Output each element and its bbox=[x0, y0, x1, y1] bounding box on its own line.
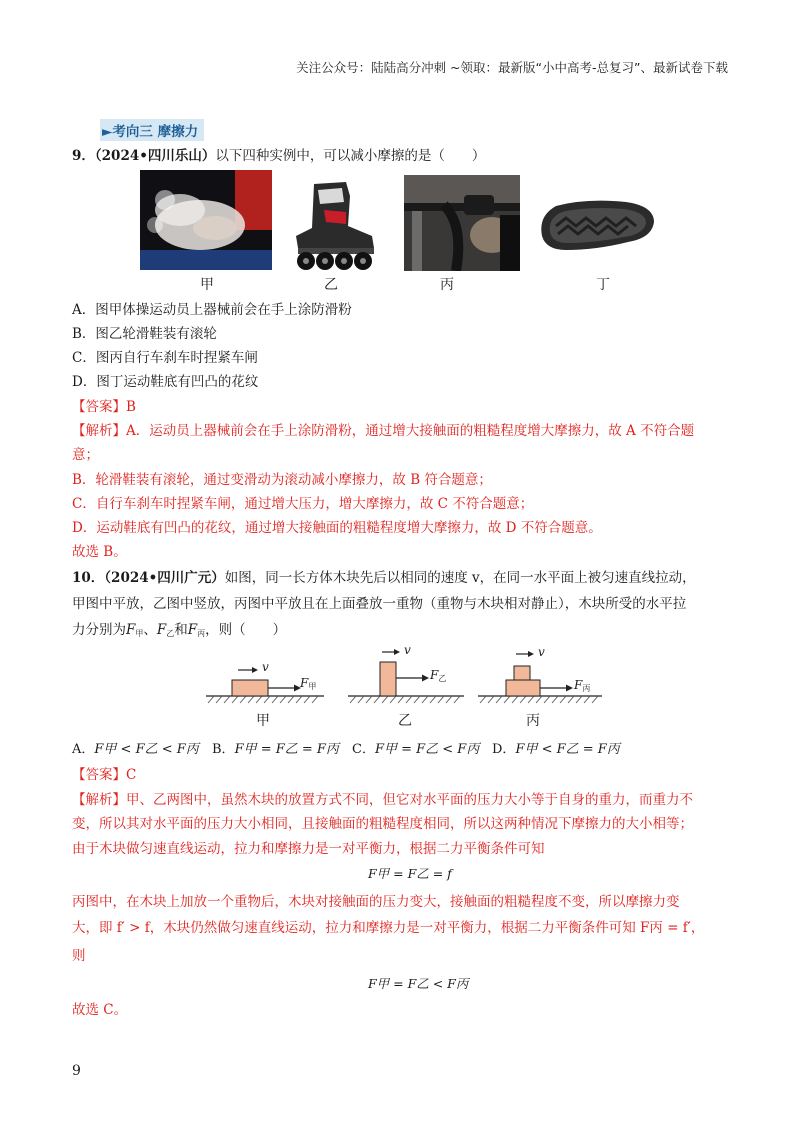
formula-1: F甲 = F乙 = f bbox=[368, 866, 452, 881]
question-source: （2024•四川广元） bbox=[104, 570, 225, 586]
question-text: 以下四种实例中，可以减小摩擦的是（ ） bbox=[215, 148, 486, 164]
option-d: D．图丁运动鞋底有凹凸的花纹 bbox=[72, 374, 259, 390]
page-number: 9 bbox=[72, 1063, 81, 1079]
question-source: （2024•四川乐山） bbox=[94, 148, 216, 164]
force-label-bing bbox=[574, 678, 590, 694]
force-symbol: F bbox=[430, 668, 439, 682]
question-text: 甲图中平放，乙图中竖放，丙图中平放且在上面叠放一重物（重物与木块相对静止），木块所受的水平拉 bbox=[72, 596, 687, 612]
force-label-jia bbox=[300, 676, 316, 692]
question-text: 如图，同一长方体木块先后以相同的速度 v，在同一水平面上被匀速直线拉动， bbox=[224, 570, 696, 586]
photo-inline-skate bbox=[284, 176, 382, 272]
force-subscript: 丙 bbox=[582, 684, 591, 693]
velocity-label: v bbox=[404, 643, 411, 657]
photo-chalk-hands bbox=[140, 170, 272, 270]
analysis-text: A．运动员上器械前会在手上涂防滑粉，通过增大接触面的粗糙程度增大摩擦力，故 A 不符合题 bbox=[126, 423, 695, 439]
ground bbox=[348, 696, 464, 703]
force-label-yi bbox=[430, 668, 446, 684]
analysis-line: 意； bbox=[72, 447, 99, 463]
option-expression: F甲 < F乙 < F丙 bbox=[94, 742, 199, 757]
force-symbol: F bbox=[574, 678, 583, 692]
analysis-line: 大，即 f′ > f，木块仍然做匀速直线运动，拉力和摩擦力是一对平衡力，根据二力平衡条件可知 F丙 = f′， bbox=[72, 920, 705, 936]
photo-bicycle-brake bbox=[404, 175, 520, 271]
analysis-text: 甲、乙两图中，虽然木块的放置方式不同，但它对水平面的压力大小等于自身的重力，而重力不 bbox=[126, 792, 693, 808]
analysis-line: 丙图中，在木块上加放一个重物后，木块对接触面的压力变大，接触面的粗糙程度不变，所以摩擦力变 bbox=[72, 894, 680, 910]
photo-caption-jia: 甲 bbox=[200, 277, 214, 293]
option-a: A．图甲体操运动员上器械前会在手上涂防滑粉 bbox=[72, 302, 352, 318]
option-expression: F甲 < F乙 = F丙 bbox=[515, 742, 620, 757]
wood-block bbox=[380, 662, 396, 696]
option-expression: F甲 = F乙 < F丙 bbox=[374, 742, 480, 757]
analysis-line bbox=[72, 421, 732, 441]
analysis-line: B．轮滑鞋装有滚轮，通过变滑动为滚动减小摩擦力，故 B 符合题意； bbox=[72, 472, 492, 488]
option-d bbox=[492, 738, 620, 757]
option-label: B． bbox=[212, 742, 235, 757]
analysis-line bbox=[72, 790, 732, 810]
analysis-line: D．运动鞋底有凹凸的花纹，通过增大接触面的粗糙程度增大摩擦力，故 D 不符合题意。 bbox=[72, 520, 602, 536]
velocity-label: v bbox=[538, 645, 545, 659]
answer: 【答案】C bbox=[72, 767, 137, 783]
photo-caption-ding: 丁 bbox=[596, 277, 610, 293]
option-c bbox=[352, 738, 479, 757]
chalk-hands-image bbox=[140, 170, 272, 270]
analysis-label: 【解析】 bbox=[72, 792, 126, 808]
question-text: 力分别为 bbox=[72, 622, 126, 638]
inline-skate-image bbox=[284, 176, 382, 272]
wood-block bbox=[232, 680, 268, 696]
velocity-arrow bbox=[252, 667, 258, 673]
question-9-stem bbox=[72, 146, 732, 166]
diagram-caption-yi: 乙 bbox=[398, 713, 412, 729]
force-symbol: F bbox=[187, 622, 198, 638]
force-symbol: F bbox=[300, 676, 309, 690]
force-subscript: 丙 bbox=[197, 629, 206, 638]
question-text: 和 bbox=[174, 622, 188, 638]
question-number: 10． bbox=[72, 570, 105, 586]
photo-shoe-sole bbox=[536, 196, 658, 258]
page-header: 关注公众号：陆陆高分冲刺 ~领取：最新版“小中高考-总复习”、最新试卷下载 bbox=[296, 60, 728, 75]
analysis-line: 由于木块做匀速直线运动，拉力和摩擦力是一对平衡力，根据二力平衡条件可知 bbox=[72, 841, 545, 857]
question-10-stem bbox=[72, 568, 732, 588]
diagram-caption-jia: 甲 bbox=[256, 713, 270, 729]
analysis-line: 则 bbox=[72, 948, 86, 964]
velocity-arrow bbox=[528, 651, 534, 657]
velocity-label: v bbox=[262, 660, 269, 674]
diagram-caption-bing: 丙 bbox=[526, 713, 540, 729]
force-arrow bbox=[566, 685, 573, 692]
force-subscript: 乙 bbox=[166, 629, 175, 638]
option-label: A． bbox=[72, 742, 95, 757]
force-subscript: 甲 bbox=[135, 629, 144, 638]
force-symbol: F bbox=[156, 622, 167, 638]
force-arrow bbox=[422, 675, 429, 682]
weight-block bbox=[514, 666, 530, 680]
option-b bbox=[212, 738, 339, 757]
shoe-sole-image bbox=[536, 196, 658, 258]
option-a bbox=[72, 738, 199, 757]
section-title: ►考向三 摩擦力 bbox=[100, 119, 204, 141]
wood-block bbox=[506, 680, 540, 696]
option-expression: F甲 = F乙 = F丙 bbox=[234, 742, 339, 757]
force-subscript: 甲 bbox=[308, 682, 317, 691]
option-label: C． bbox=[352, 742, 375, 757]
question-text-forces: 力分别为$F_甲$、$F_乙$和$F_丙$，则（ ） bbox=[72, 622, 287, 638]
ground bbox=[478, 696, 602, 703]
option-label: D． bbox=[492, 742, 516, 757]
photo-caption-bing: 丙 bbox=[440, 277, 454, 293]
question-text: ，则（ ） bbox=[205, 622, 287, 638]
option-c: C．图丙自行车刹车时捏紧车闸 bbox=[72, 350, 258, 366]
ground bbox=[206, 696, 324, 703]
answer: 【答案】B bbox=[72, 399, 136, 415]
photo-caption-yi: 乙 bbox=[324, 277, 338, 293]
formula-2: F甲 = F乙 < F丙 bbox=[368, 976, 469, 991]
analysis-line: C．自行车刹车时捏紧车闸，通过增大压力，增大摩擦力，故 C 不符合题意； bbox=[72, 496, 534, 512]
analysis-label: 【解析】 bbox=[72, 423, 126, 439]
analysis-line: 变，所以其对水平面的压力大小相同，且接触面的粗糙程度相同，所以这两种情况下摩擦力的大小相等； bbox=[72, 816, 693, 832]
option-b: B．图乙轮滑鞋装有滚轮 bbox=[72, 326, 217, 342]
conclusion: 故选 B。 bbox=[72, 544, 127, 560]
question-number: 9． bbox=[72, 148, 95, 164]
conclusion: 故选 C。 bbox=[72, 1002, 128, 1018]
force-subscript: 乙 bbox=[438, 674, 447, 683]
force-symbol: F bbox=[126, 622, 136, 638]
velocity-arrow bbox=[394, 649, 400, 655]
bicycle-brake-image bbox=[404, 175, 520, 271]
